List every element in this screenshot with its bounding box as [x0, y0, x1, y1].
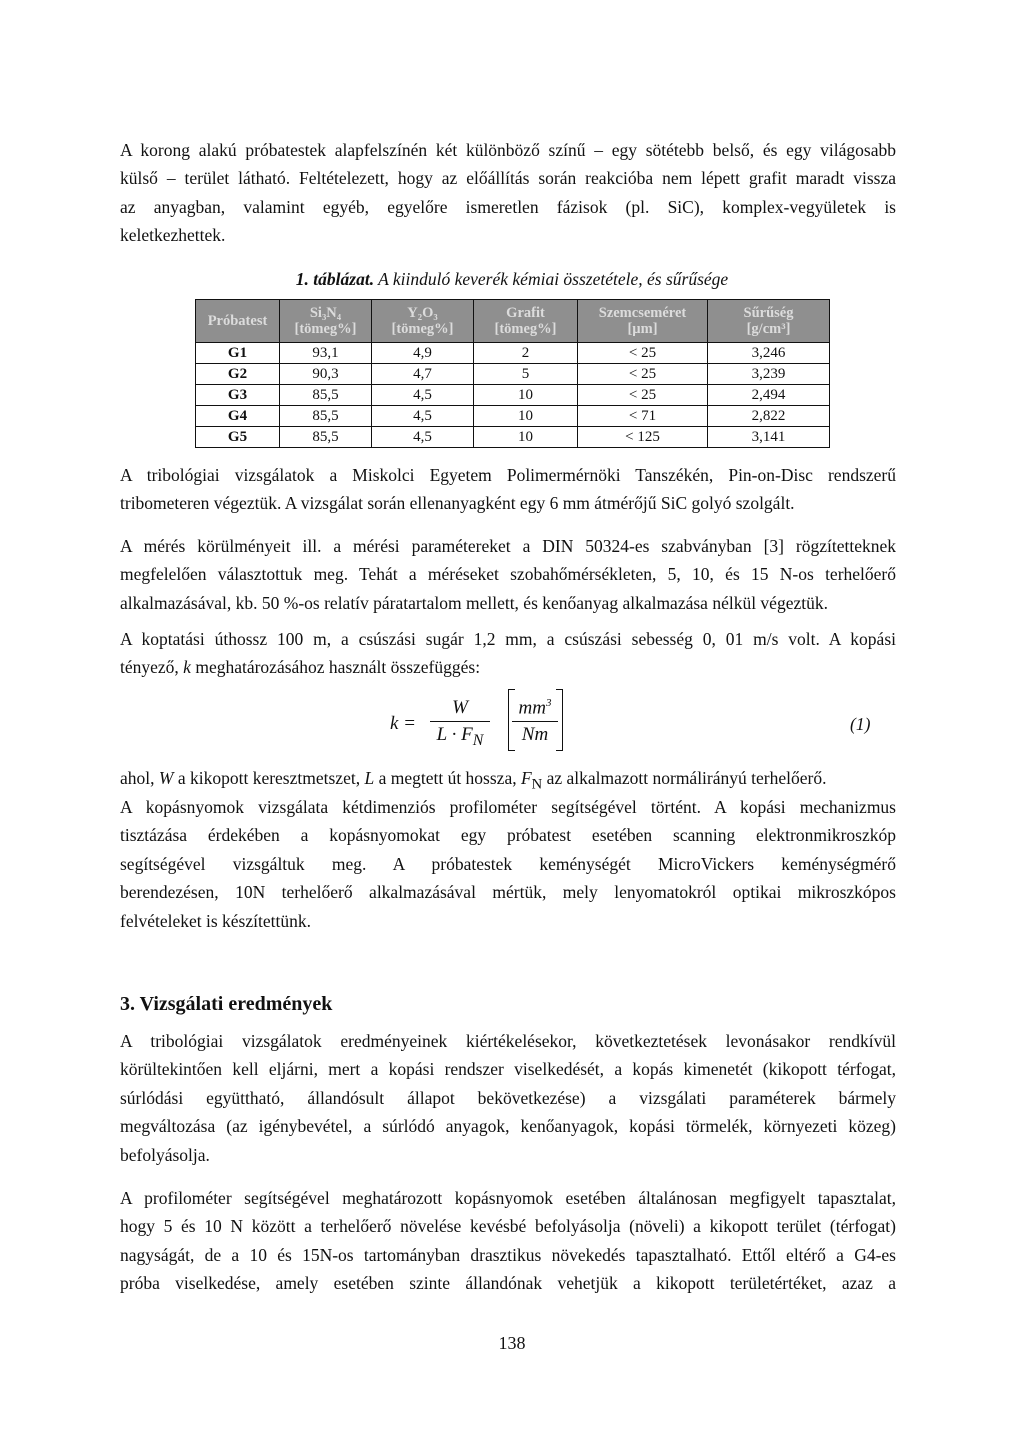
- table-cell: 10: [474, 385, 578, 406]
- paragraph-surface-description: [120, 136, 896, 250]
- text-line: A korong alakú próbatestek alapfelszínén két különböző színű – egy sötétebb belső, és egy világosabb: [120, 140, 896, 160]
- table-cell: 3,246: [708, 343, 830, 364]
- text-line: A mérés körülményeit ill. a mérési paramétereket a DIN 50324-es szabványban [3] rögzítetteknek: [120, 536, 896, 556]
- paragraph-wear-parameters: [120, 625, 896, 682]
- text-line: hogy 5 és 10 N között a terhelőerő növelése kevésbé befolyásolja (növeli) a kikopott terület (térfogat): [120, 1216, 896, 1237]
- equation-number: (1): [850, 714, 871, 734]
- unit-numerator: $mm^3$: [512, 697, 558, 722]
- text-line: felvételeket is készítettünk.: [120, 910, 311, 931]
- text-line: súrlódási együttható, állandósult állapot bekövetkezése) a vizsgálati paraméterek bármely: [120, 1087, 896, 1108]
- table-cell: 85,5: [280, 427, 372, 448]
- table-cell: 5: [474, 364, 578, 385]
- table-cell: 4,5: [372, 385, 474, 406]
- table-caption-text: A kiinduló keverék kémiai összetétele, és sűrűsége: [378, 269, 729, 289]
- table-cell: 93,1: [280, 343, 372, 364]
- table-row: [196, 427, 830, 448]
- text-line: körültekintően kell eljárni, mert a kopási rendszer viselkedését, a kopás kimenetét (kikopott térfogat,: [120, 1059, 896, 1080]
- right-bracket: [556, 689, 563, 751]
- text-line: az anyagban, valamint egyéb, egyelőre ismeretlen fázisok (pl. SiC), komplex-vegyületek is: [120, 196, 896, 217]
- table-cell: 2: [474, 343, 578, 364]
- table-cell: G2: [196, 364, 280, 385]
- variable-k: k: [183, 657, 191, 678]
- composition-table: [195, 299, 830, 448]
- text-line: A tribológiai vizsgálatok a Miskolci Egyetem Polimermérnöki Tanszékén, Pin-on-Disc rendszerű: [120, 465, 896, 485]
- text-line: megfelelően választottuk meg. Tehát a méréseket szobahőmérsékleten, 5, 10, és 15 N-os terhelőerő: [120, 564, 896, 585]
- table-cell: 4,5: [372, 427, 474, 448]
- table-cell: < 25: [578, 385, 708, 406]
- table-cell: 3,239: [708, 364, 830, 385]
- formula-fraction: [430, 697, 490, 750]
- text-line: keletkezhettek.: [120, 225, 226, 246]
- table-cell: 85,5: [280, 385, 372, 406]
- table-cell: 2,494: [708, 385, 830, 406]
- table-cell: G4: [196, 406, 280, 427]
- table-cell: 10: [474, 406, 578, 427]
- text-line: A kopásnyomok vizsgálata kétdimenziós profilométer segítségével történt. A kopási mechanizmus: [120, 797, 896, 817]
- text-line: tényező, k meghatározásához használt összefüggés:: [120, 657, 481, 678]
- text-line: próba viselkedése, amely esetében szinte állandónak vehetjük a kikopott területértéket, azaz a: [120, 1273, 896, 1294]
- table-cell: < 71: [578, 406, 708, 427]
- formula-lhs: k =: [390, 713, 417, 734]
- unit-denominator: Nm: [521, 724, 549, 745]
- table-header-row: [196, 300, 830, 343]
- page-number: 138: [498, 1333, 526, 1353]
- formula-unit: [512, 697, 558, 746]
- table-cell: < 25: [578, 343, 708, 364]
- table-cell: < 25: [578, 364, 708, 385]
- table-cell: 4,5: [372, 406, 474, 427]
- table-cell: G1: [196, 343, 280, 364]
- table-cell: 2,822: [708, 406, 830, 427]
- table-caption: [0, 269, 1024, 290]
- header-specimen: Próbatest: [196, 300, 280, 343]
- paragraph-tribology-setup: [120, 461, 896, 518]
- text-line: megváltozása (az igénybevétel, a súrlódó anyagok, kenőanyagok, kopási törmelék, környezeti közeg): [120, 1116, 896, 1137]
- text-line: tisztázása érdekében a kopásnyomokat egy próbatest esetében scanning elektronmikroszkóp: [120, 825, 896, 846]
- table-cell: 4,9: [372, 343, 474, 364]
- wear-coefficient-formula: [390, 693, 770, 755]
- header-density: Sűrűség [g/cm³]: [708, 300, 830, 343]
- text-line: A tribológiai vizsgálatok eredményeinek kiértékelésekor, következtetések levonásakor rendkívül: [120, 1031, 896, 1051]
- table-row: [196, 406, 830, 427]
- header-graphite: Grafit [tömeg%]: [474, 300, 578, 343]
- paragraph-results-intro: [120, 1027, 896, 1169]
- text-line: segítségével vizsgáltuk meg. A próbatestek keménységét MicroVickers keménységmérő: [120, 853, 896, 874]
- table-cell: 90,3: [280, 364, 372, 385]
- table-cell: 3,141: [708, 427, 830, 448]
- paragraph-profilometer-results: [120, 1184, 896, 1298]
- text-line: berendezésen, 10N terhelőerő alkalmazásával mértük, mely lenyomatokról optikai mikroszkópos: [120, 882, 896, 903]
- paragraph-measurement-conditions: [120, 532, 896, 617]
- table-caption-number: 1. táblázat.: [295, 269, 375, 289]
- text-line: nagyságát, de a 10 és 15N-os tartományban drasztikus növekedés tapasztalható. Ettől eltérő a G4-es: [120, 1244, 896, 1265]
- text-line: A profilométer segítségével meghatározott kopásnyomok esetében általánosan megfigyelt tapasztalat,: [120, 1188, 896, 1208]
- formula-denominator: $L \cdot F_N$: [436, 724, 484, 749]
- table-cell: G3: [196, 385, 280, 406]
- table-cell: 4,7: [372, 364, 474, 385]
- table-row: [196, 343, 830, 364]
- text-line: befolyásolja.: [120, 1144, 210, 1165]
- header-si3n4: Si₃N₄ [tömeg%]: [280, 300, 372, 343]
- formula-numerator: W: [430, 697, 490, 722]
- table-row: [196, 364, 830, 385]
- table-row: [196, 385, 830, 406]
- header-y2o3: Y₂O₃ [tömeg%]: [372, 300, 474, 343]
- text-line: külső – terület látható. Feltételezett, hogy az előállítás során reakcióba nem lépett grafit maradt vissza: [120, 168, 896, 189]
- header-grain-size: Szemcseméret [µm]: [578, 300, 708, 343]
- table-cell: 85,5: [280, 406, 372, 427]
- table-cell: < 125: [578, 427, 708, 448]
- text-line: tribometeren végeztük. A vizsgálat során ellenanyagként egy 6 mm átmérőjű SiC golyó szolgált.: [120, 493, 795, 514]
- text-line: alkalmazásával, kb. 50 %-os relatív páratartalom mellett, és kenőanyag alkalmazása nélkül végeztük.: [120, 592, 828, 613]
- section-heading: 3. Vizsgálati eredmények: [120, 993, 333, 1015]
- text-line: A koptatási úthossz 100 m, a csúszási sugár 1,2 mm, a csúszási sebesség 0, 01 m/s volt. A kopási: [120, 629, 896, 649]
- table-cell: 10: [474, 427, 578, 448]
- paragraph-wear-track-analysis: [120, 793, 896, 935]
- text-line: ahol, W a kikopott keresztmetszet, L a megtett út hossza, $F_N$ az alkalmazott normálirányú terhelőerő.: [120, 768, 827, 793]
- table-cell: G5: [196, 427, 280, 448]
